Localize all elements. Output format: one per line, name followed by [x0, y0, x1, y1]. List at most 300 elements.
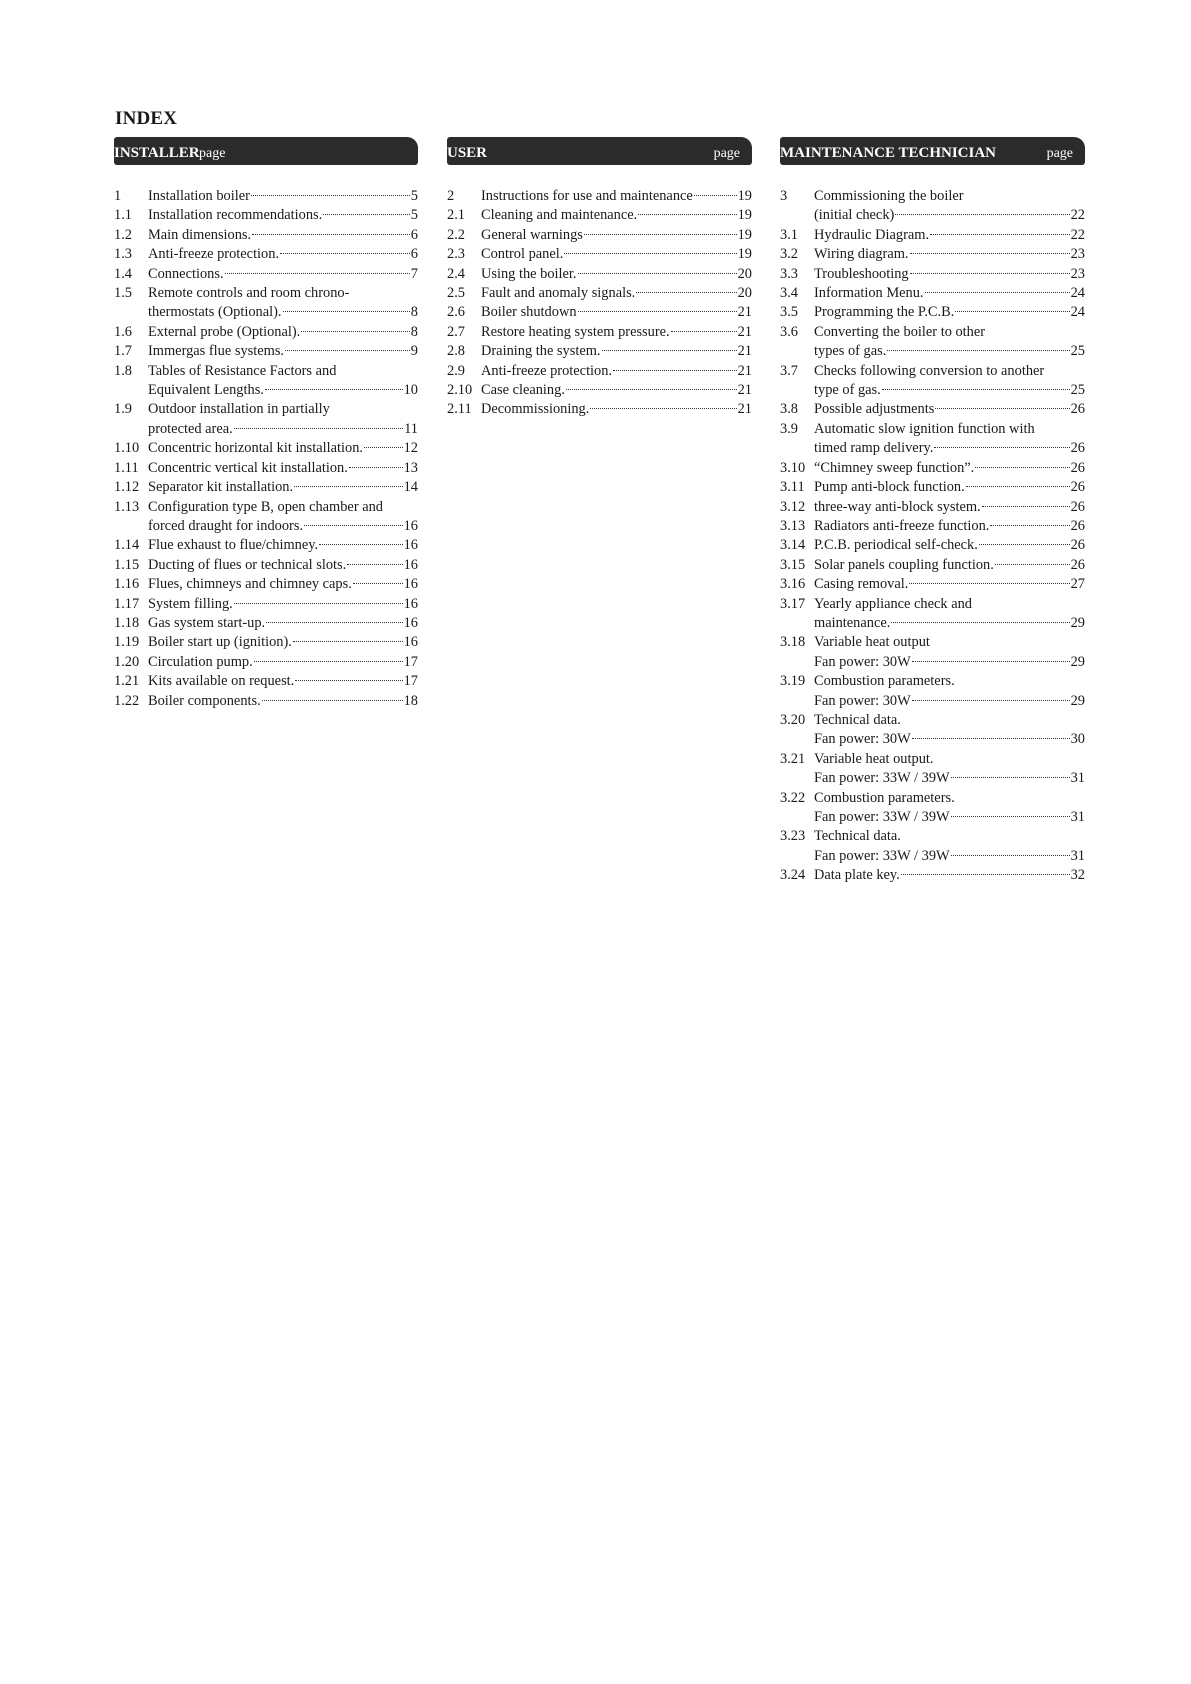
user-page-label: page [713, 146, 740, 161]
entry-title: Radiators anti-freeze function. [814, 517, 990, 534]
section-number: 3.13 [780, 517, 806, 534]
entry-title: Boiler components. [148, 692, 261, 709]
entry-line [481, 323, 752, 342]
dot-leader [349, 467, 403, 468]
entry-title: Decommissioning. [481, 401, 590, 418]
toc-entry [780, 187, 1085, 226]
entry-text [814, 789, 1085, 828]
page-number: 29 [1070, 614, 1085, 631]
entry-title: thermostats (Optional). [148, 304, 282, 321]
page-number: 8 [410, 323, 418, 340]
dot-leader [951, 855, 1070, 856]
entry-text [148, 245, 418, 264]
section-number: 3.18 [780, 634, 806, 651]
entry-line [814, 284, 1085, 303]
dot-leader [347, 564, 402, 565]
entry-text [148, 478, 418, 497]
toc-entry [114, 265, 418, 284]
dot-leader [225, 273, 410, 274]
section-number: 3.23 [780, 828, 806, 845]
section-number: 1.16 [114, 576, 140, 593]
toc-entry [780, 672, 1085, 711]
toc-entry [114, 653, 418, 672]
entry-text [814, 420, 1085, 459]
dot-leader [887, 350, 1069, 351]
toc-entry [114, 633, 418, 652]
entry-text [814, 303, 1085, 322]
toc-entry [447, 226, 752, 245]
page-number: 21 [737, 323, 752, 340]
toc-entry [780, 362, 1085, 401]
entry-line [814, 439, 1085, 458]
toc-entry [114, 226, 418, 245]
entry-text [814, 633, 1085, 672]
installer-header [114, 137, 418, 165]
dot-leader [935, 408, 1069, 409]
entry-title-line: Variable heat output [814, 634, 930, 651]
section-number: 3.6 [780, 323, 798, 340]
user-header [447, 137, 752, 165]
section-number: 3.1 [780, 226, 798, 243]
entry-text [148, 187, 418, 206]
entry-line [481, 303, 752, 322]
dot-leader [912, 738, 1070, 739]
entry-line [814, 381, 1085, 400]
entry-title: timed ramp delivery. [814, 440, 934, 457]
page-number: 31 [1070, 770, 1085, 787]
toc-entry [114, 498, 418, 537]
entry-line [148, 323, 418, 342]
page-number: 31 [1070, 809, 1085, 825]
entry-title: Casing removal. [814, 576, 909, 593]
entry-title: type of gas. [814, 382, 881, 399]
entry-text [814, 827, 1085, 866]
page-number: 29 [1070, 653, 1085, 670]
toc-entry [114, 439, 418, 458]
page-number: 6 [410, 226, 418, 243]
entry-title-line: Technical data. [814, 828, 901, 845]
entry-text [814, 187, 1085, 226]
entry-text [814, 866, 1085, 885]
entry-title: Fan power: 33W / 39W [814, 847, 950, 864]
page-number: 26 [1070, 556, 1085, 573]
page-number: 9 [410, 343, 418, 360]
dot-leader [280, 253, 410, 254]
section-number: 2.8 [447, 343, 465, 360]
dot-leader [252, 234, 410, 235]
toc-entry [114, 478, 418, 497]
entry-text [481, 342, 752, 361]
section-number: 3 [780, 188, 788, 204]
section-number: 1.12 [114, 479, 140, 496]
entry-line [481, 400, 752, 419]
maintenance-header-title: MAINTENANCE TECHNICIAN [780, 145, 996, 161]
dot-leader [951, 777, 1070, 778]
installer-header-title: INSTALLER [114, 145, 200, 161]
page-number: 14 [403, 479, 418, 496]
toc-entry [780, 478, 1085, 497]
user-section [447, 137, 752, 420]
entry-line [148, 653, 418, 672]
toc-entry [114, 400, 418, 439]
entry-text [481, 265, 752, 284]
entry-title: Separator kit installation. [148, 479, 294, 496]
entry-title: Pump anti-block function. [814, 479, 965, 496]
section-number: 1.7 [114, 343, 132, 360]
entry-line [148, 672, 418, 691]
entry-text [148, 342, 418, 361]
entry-line [814, 556, 1085, 575]
entry-title: Data plate key. [814, 867, 900, 884]
section-number: 1.4 [114, 265, 132, 282]
entry-line [814, 614, 1085, 633]
entry-line [148, 187, 418, 206]
page-number: 11 [404, 420, 418, 437]
entry-line [814, 808, 1085, 827]
section-number: 1.15 [114, 556, 140, 573]
dot-leader [584, 234, 737, 235]
entry-text [814, 711, 1085, 750]
entry-title-line: Converting the boiler to other [814, 323, 986, 340]
section-number: 2.7 [447, 323, 465, 340]
entry-line [148, 265, 418, 284]
toc-entry [114, 614, 418, 633]
toc-entry [447, 187, 752, 206]
entry-title-line: Checks following conversion to another [814, 362, 1045, 379]
entry-line [481, 245, 752, 264]
section-number: 3.17 [780, 595, 806, 612]
page-number: 26 [1070, 517, 1085, 534]
dot-leader [925, 292, 1070, 293]
section-number: 1.17 [114, 595, 140, 612]
toc-entry [780, 265, 1085, 284]
section-number: 2.11 [447, 401, 472, 418]
entry-text [148, 498, 418, 537]
entry-text [481, 400, 752, 419]
section-number: 1.21 [114, 673, 140, 690]
entry-title: Cleaning and maintenance. [481, 207, 638, 224]
entry-text [814, 595, 1085, 634]
section-number: 3.14 [780, 537, 806, 554]
toc-entry [780, 226, 1085, 245]
toc-entry [780, 517, 1085, 536]
dot-leader [353, 583, 403, 584]
page-number: 21 [737, 401, 752, 418]
page-number: 24 [1070, 285, 1085, 302]
entry-text [481, 362, 752, 381]
section-number: 1.20 [114, 653, 140, 670]
entry-line [814, 498, 1085, 517]
page-number: 21 [737, 362, 752, 379]
dot-leader [566, 389, 737, 390]
section-number: 3.4 [780, 285, 798, 302]
entry-text [148, 459, 418, 478]
entry-title: maintenance. [814, 614, 891, 631]
entry-line [814, 730, 1085, 749]
entry-text [148, 556, 418, 575]
toc-entry [780, 284, 1085, 303]
dot-leader [671, 331, 737, 332]
entry-line [481, 265, 752, 284]
page-number: 13 [403, 459, 418, 476]
dot-leader [638, 214, 736, 215]
maintenance-section [780, 137, 1085, 886]
entry-title: Boiler shutdown [481, 304, 577, 321]
entry-line [148, 478, 418, 497]
entry-title: Fault and anomaly signals. [481, 285, 636, 302]
toc-entry [114, 556, 418, 575]
entry-text [481, 206, 752, 225]
entry-line [814, 342, 1085, 361]
section-number: 3.11 [780, 479, 805, 496]
entry-title: Programming the P.C.B. [814, 304, 955, 321]
entry-text [148, 400, 418, 439]
dot-leader [895, 214, 1069, 215]
entry-text [814, 478, 1085, 497]
entry-title-line: Combustion parameters. [814, 789, 955, 806]
dot-leader [293, 641, 403, 642]
entry-text [814, 459, 1085, 478]
entry-title-line: Outdoor installation in partially [148, 401, 330, 418]
dot-leader [251, 195, 410, 196]
page-number: 19 [737, 188, 752, 204]
page-number: 16 [403, 595, 418, 612]
page-number: 29 [1070, 692, 1085, 709]
dot-leader [266, 622, 403, 623]
entry-line [148, 692, 418, 711]
entry-text [814, 265, 1085, 284]
entry-text [481, 226, 752, 245]
toc-entry [447, 362, 752, 381]
dot-leader [564, 253, 736, 254]
toc-entry [447, 400, 752, 419]
dot-leader [966, 486, 1070, 487]
section-number: 3.20 [780, 711, 806, 728]
toc-entry [780, 750, 1085, 789]
page-number: 5 [410, 207, 418, 224]
entry-title: three-way anti-block system. [814, 498, 981, 515]
dot-leader [636, 292, 736, 293]
section-number: 2.2 [447, 226, 465, 243]
section-number: 1.9 [114, 401, 132, 418]
toc-entry [114, 323, 418, 342]
toc-entry [114, 187, 418, 206]
entry-title: protected area. [148, 420, 233, 437]
entry-title: Kits available on request. [148, 673, 295, 690]
toc-entry [780, 498, 1085, 517]
entry-title: Possible adjustments [814, 401, 935, 418]
entry-title: Fan power: 33W / 39W [814, 770, 950, 787]
page-number: 24 [1070, 304, 1085, 321]
section-number: 1.1 [114, 207, 132, 224]
page-number: 16 [403, 576, 418, 593]
toc-entry [780, 420, 1085, 459]
dot-leader [323, 214, 410, 215]
installer-section [114, 137, 418, 711]
toc-entry [114, 362, 418, 401]
entry-line [148, 381, 418, 400]
entry-title-line: Tables of Resistance Factors and [148, 362, 337, 379]
page-number: 27 [1070, 576, 1085, 593]
entry-title: Equivalent Lengths. [148, 382, 264, 399]
toc-entry [780, 536, 1085, 555]
maintenance-page-label: page [1046, 146, 1073, 161]
dot-leader [283, 311, 410, 312]
dot-leader [234, 603, 403, 604]
entry-title: Immergas flue systems. [148, 343, 285, 360]
entry-title: Case cleaning. [481, 382, 565, 399]
entry-line [814, 653, 1085, 672]
entry-text [814, 750, 1085, 789]
entry-text [814, 323, 1085, 362]
toc-entry [780, 866, 1085, 885]
entry-title: Fan power: 30W [814, 653, 911, 670]
toc-entry [780, 303, 1085, 322]
entry-line [814, 206, 1085, 225]
entry-title: “Chimney sweep function”. [814, 459, 975, 476]
entry-line [814, 303, 1085, 322]
toc-entry [114, 595, 418, 614]
entry-title: Connections. [148, 265, 224, 282]
dot-leader [234, 428, 403, 429]
entry-title: Boiler start up (ignition). [148, 634, 292, 651]
entry-title: External probe (Optional). [148, 323, 301, 340]
entry-text [814, 226, 1085, 245]
entry-line [148, 536, 418, 555]
dot-leader [301, 331, 410, 332]
toc-entry [447, 303, 752, 322]
dot-leader [951, 816, 1070, 817]
toc-entry [780, 827, 1085, 866]
toc-entry [114, 206, 418, 225]
section-number: 1.2 [114, 226, 132, 243]
dot-leader [262, 700, 403, 701]
entry-title-line: Variable heat output. [814, 750, 934, 767]
section-number: 2.1 [447, 207, 465, 224]
entry-title: Fan power: 30W [814, 692, 911, 709]
entry-text [814, 517, 1085, 536]
section-number: 3.21 [780, 750, 806, 767]
dot-leader [955, 311, 1069, 312]
page-number: 31 [1070, 847, 1085, 864]
entry-text [814, 284, 1085, 303]
entry-title-line: Commissioning the boiler [814, 188, 964, 204]
page-number: 7 [410, 265, 418, 282]
page-number: 6 [410, 246, 418, 263]
toc-entry [447, 265, 752, 284]
page-number: 23 [1070, 265, 1085, 282]
section-number: 3.8 [780, 401, 798, 418]
section-number: 2 [447, 188, 455, 204]
entry-text [481, 187, 752, 206]
section-number: 2.10 [447, 382, 473, 399]
entry-text [814, 400, 1085, 419]
entry-title: Flues, chimneys and chimney caps. [148, 576, 352, 593]
entry-text [148, 362, 418, 401]
page-number: 21 [737, 304, 752, 321]
entry-title: Main dimensions. [148, 226, 252, 243]
toc-entry [447, 342, 752, 361]
toc-entry [780, 789, 1085, 828]
entry-text [148, 439, 418, 458]
dot-leader [934, 447, 1069, 448]
entry-title: types of gas. [814, 343, 887, 360]
toc-entry [447, 206, 752, 225]
entry-title: forced draught for indoors. [148, 517, 304, 534]
page-number: 5 [410, 188, 418, 204]
section-number: 2.9 [447, 362, 465, 379]
dot-leader [910, 273, 1070, 274]
entry-line [481, 381, 752, 400]
toc-entry [447, 323, 752, 342]
toc-entry [447, 381, 752, 400]
toc-entry [780, 575, 1085, 594]
entry-title-line: Automatic slow ignition function with [814, 420, 1035, 437]
entry-text [148, 284, 418, 323]
dot-leader [364, 447, 403, 448]
entry-line [148, 459, 418, 478]
toc-entry [780, 633, 1085, 672]
entry-title: P.C.B. periodical self-check. [814, 537, 978, 554]
entry-title: Draining the system. [481, 343, 601, 360]
user-header-title: USER [447, 145, 488, 161]
dot-leader [602, 350, 737, 351]
entry-title: Control panel. [481, 246, 564, 263]
section-number: 1.10 [114, 440, 140, 457]
entry-title: Concentric horizontal kit installation. [148, 440, 364, 457]
toc-entry [780, 245, 1085, 264]
section-number: 2.3 [447, 246, 465, 263]
page-number: 19 [737, 207, 752, 224]
page-number: 19 [737, 226, 752, 243]
dot-leader [982, 506, 1070, 507]
entry-text [814, 672, 1085, 711]
dot-leader [979, 544, 1070, 545]
section-number: 3.16 [780, 576, 806, 593]
entry-text [814, 575, 1085, 594]
entry-text [148, 614, 418, 633]
entry-text [148, 692, 418, 711]
maintenance-header [780, 137, 1085, 165]
entry-line [148, 575, 418, 594]
entry-line [148, 614, 418, 633]
entry-line [148, 342, 418, 361]
entry-text [481, 284, 752, 303]
entry-line [148, 556, 418, 575]
dot-leader [891, 622, 1069, 623]
entry-title-line: Configuration type B, open chamber and [148, 498, 383, 515]
dot-leader [912, 661, 1070, 662]
page-number: 26 [1070, 498, 1085, 515]
page-number: 16 [403, 556, 418, 573]
dot-leader [285, 350, 410, 351]
entry-line [814, 400, 1085, 419]
page-number: 26 [1070, 440, 1085, 457]
section-number: 1.14 [114, 537, 140, 554]
dot-leader [990, 525, 1069, 526]
entry-text [148, 633, 418, 652]
section-number: 1 [114, 188, 122, 204]
page-number: 17 [403, 673, 418, 690]
toc-entry [780, 323, 1085, 362]
dot-leader [254, 661, 403, 662]
toc-entry [447, 284, 752, 303]
section-number: 2.5 [447, 285, 465, 302]
toc-entry [780, 595, 1085, 634]
entry-text [481, 381, 752, 400]
entry-line [814, 478, 1085, 497]
entry-text [148, 672, 418, 691]
